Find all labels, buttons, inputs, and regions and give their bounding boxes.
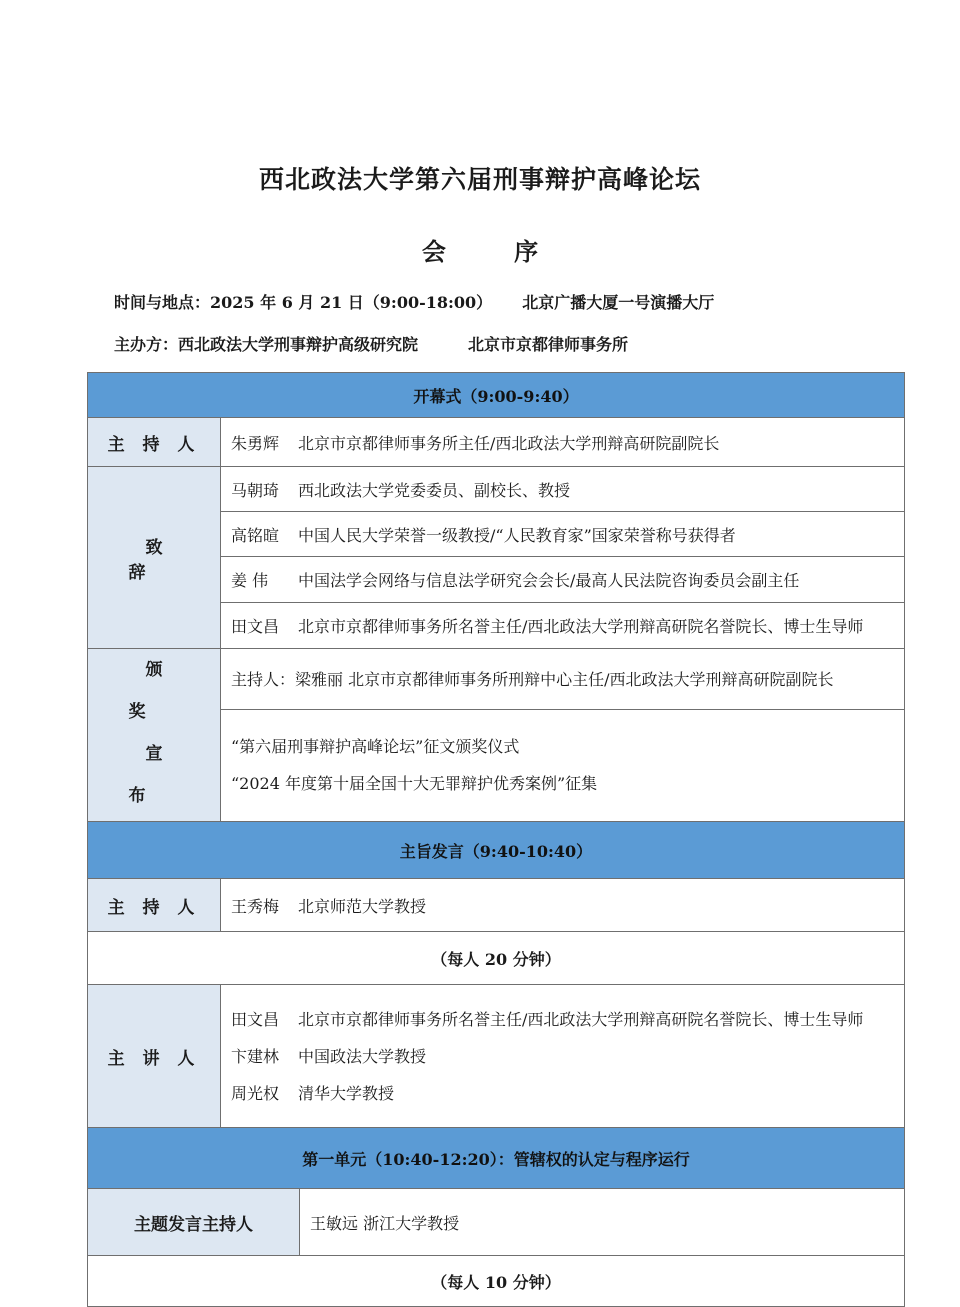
opening-header: 开幕式（9:00-9:40）: [88, 373, 905, 418]
organizer-1: 西北政法大学刑事辩护高级研究院: [178, 335, 419, 354]
unit1-host-label: 主题发言主持人: [88, 1189, 300, 1256]
speaker-item: 卞建林 中国政法大学教授: [231, 1046, 427, 1066]
opening-host: 朱勇辉 北京市京都律师事务所主任/西北政法大学刑辩高研院副院长: [221, 418, 905, 467]
speech-item: 高铭暄 中国人民大学荣誉一级教授/“人民教育家”国家荣誉称号获得者: [221, 512, 905, 557]
organizer-label: 主办方：: [114, 335, 179, 354]
section-header-keynote: [88, 822, 905, 879]
unit1-note: （每人 10 分钟）: [88, 1256, 905, 1307]
speech-label: 致 辞: [88, 467, 221, 649]
venue: 北京广播大厦一号演播大厅: [522, 293, 715, 312]
document-title: 西北政法大学第六届刑事辩护高峰论坛: [258, 165, 701, 194]
document-subtitle: 会 序: [421, 237, 569, 266]
award-items: [221, 709, 905, 821]
speech-item: 田文昌 北京市京都律师事务所名誉主任/西北政法大学刑辩高研院名誉院长、博士生导师: [221, 603, 905, 649]
keynote-note: （每人 20 分钟）: [88, 932, 905, 985]
organizer-2: 北京市京都律师事务所: [468, 335, 629, 354]
award-item: “第六届刑事辩护高峰论坛”征文颁奖仪式: [231, 737, 520, 757]
table-row: [88, 418, 905, 467]
speaker-item: 田文昌 北京市京都律师事务所名誉主任/西北政法大学刑辩高研院名誉院长、博士生导师: [231, 1009, 864, 1029]
opening-host-label: 主 持 人: [88, 418, 221, 467]
speaker-list: [221, 985, 905, 1128]
section-header-opening: [88, 373, 905, 418]
speech-item: 姜 伟 中国法学会网络与信息法学研究会会长/最高人民法院咨询委员会副主任: [221, 557, 905, 603]
table-row: [88, 1189, 905, 1256]
keynote-header: 主旨发言（9:40-10:40）: [88, 822, 905, 879]
speaker-label: 主 讲 人: [88, 985, 221, 1128]
keynote-host-label: 主 持 人: [88, 879, 221, 932]
table-row: [88, 649, 905, 710]
award-label: 颁 奖 宣 布: [88, 649, 221, 822]
table-row: [88, 932, 905, 985]
unit1-header: 第一单元（10:40-12:20）：管辖权的认定与程序运行: [88, 1128, 905, 1189]
organizer-line: [114, 332, 628, 355]
award-item: “2024 年度第十届全国十大无罪辩护优秀案例”征集: [231, 774, 598, 794]
speech-item: 马朝琦 西北政法大学党委委员、副校长、教授: [221, 467, 905, 512]
time-place-label: 时间与地点：: [114, 293, 211, 312]
award-host: 主持人：梁雅丽 北京市京都律师事务所刑辩中心主任/西北政法大学刑辩高研院副院长: [221, 649, 905, 710]
table-row: [88, 985, 905, 1128]
table-row: [88, 467, 905, 512]
schedule-table: [87, 372, 905, 1307]
time-place-line: [114, 290, 714, 313]
speaker-item: 周光权 清华大学教授: [231, 1083, 395, 1103]
table-row: [88, 879, 905, 932]
unit1-host: 王敏远 浙江大学教授: [300, 1189, 905, 1256]
table-row: [88, 1256, 905, 1307]
section-header-unit1: [88, 1128, 905, 1189]
keynote-host: 王秀梅 北京师范大学教授: [221, 879, 905, 932]
time-place-value: 2025 年 6 月 21 日（9:00-18:00）: [210, 293, 493, 312]
